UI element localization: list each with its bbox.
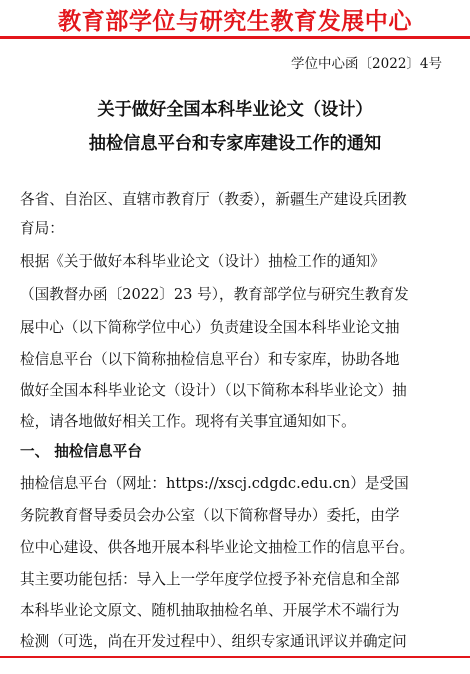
body-line: 根据《关于做好本科毕业论文（设计）抽检工作的通知》	[20, 253, 385, 270]
body-line: 各省、自治区、直辖市教育厅（教委），新疆生产建设兵团教	[20, 191, 407, 208]
body-line: 务院教育督导委员会办公室（以下简称督导办）委托，由学	[20, 507, 400, 524]
body-line: 检，请各地做好相关工作。现将有关事宜通知如下。	[20, 413, 356, 430]
body-line: 做好全国本科毕业论文（设计）（以下简称本科毕业论文）抽	[20, 382, 407, 399]
body-line: 抽检信息平台（网址：https://xscj.cdgdc.edu.cn）是受国	[20, 475, 409, 492]
document-number: 学位中心函〔2022〕4号	[291, 56, 442, 72]
body-line: 育局：	[20, 220, 64, 237]
org-header: 教育部学位与研究生教育发展中心	[58, 7, 412, 35]
title-line-2: 抽检信息平台和专家库建设工作的通知	[88, 134, 382, 154]
footer-red-line	[0, 656, 470, 658]
body-line: 检测（可选，尚在开发过程中）、组织专家通讯评议并确定问	[20, 633, 407, 650]
body-line: 检信息平台（以下简称抽检信息平台）和专家库，协助各地	[20, 351, 400, 368]
body-line: 本科毕业论文原文、随机抽取抽检名单、开展学术不端行为	[20, 602, 400, 619]
body-line: （国教督办函〔2022〕23 号），教育部学位与研究生教育发	[20, 286, 409, 303]
body-line: 其主要功能包括：导入上一学年度学位授予补充信息和全部	[20, 571, 400, 588]
section-heading: 一、 抽检信息平台	[20, 443, 142, 460]
title-line-1: 关于做好全国本科毕业论文（设计）	[97, 100, 373, 120]
body-line: 展中心（以下简称学位中心）负责建设全国本科毕业论文抽	[20, 319, 400, 336]
header-red-line	[0, 36, 470, 39]
body-line: 位中心建设、供各地开展本科毕业论文抽检工作的信息平台。	[20, 539, 415, 556]
